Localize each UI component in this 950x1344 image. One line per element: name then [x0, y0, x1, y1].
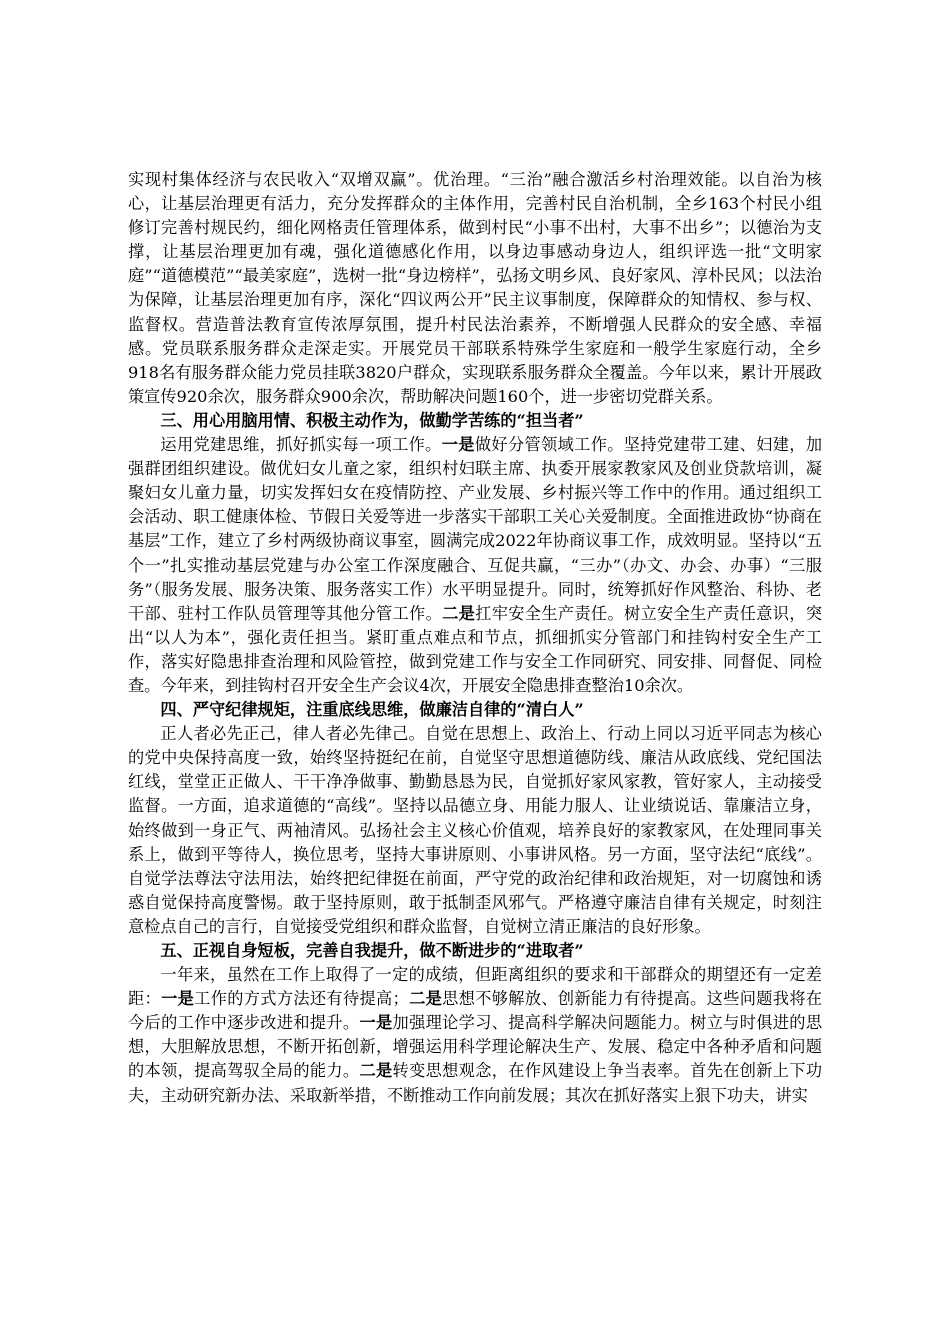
- section-heading-5: [128, 939, 822, 963]
- body-paragraph-2: [128, 433, 822, 698]
- text-run: 运用党建思维，抓好抓实每一项工作。: [160, 435, 442, 455]
- emphasis-run: 一是: [359, 1013, 393, 1033]
- emphasis-run: 二是: [442, 603, 476, 623]
- text-run: 一年来，虽然在工作上取得了一定的成绩，但距离组织的要求和干部群众的期望还有一定差距：: [128, 965, 822, 1009]
- text-run: 工作的方式方法还有待提高；: [194, 989, 409, 1009]
- text-run: 转变思想观念，在作风建设上争当表率。首先在创新上下功夫，主动研究新办法、采取新举措，不断推动工作向前发展；其次在抓好落实上狠下功夫，讲实: [128, 1061, 823, 1105]
- section-heading-3: [128, 409, 822, 433]
- body-paragraph-1: [128, 168, 822, 409]
- heading-text: 三、用心用脑用情、积极主动作为，做勤学苦练的“担当者”: [160, 410, 584, 430]
- text-run: 思想不够解放、创新能力有待提高。这些问题我将在今后的工作中逐步改进和提升。: [128, 989, 823, 1033]
- text-run: 做好分管领域工作。坚持党建带工建、妇建，加强群团组织建设。做优妇女儿童之家，组织村妇联主席、执委开展家教家风及创业贷款培训，凝聚妇女儿童力量，切实发挥妇女在疫情防控、产业发展、乡村振兴等工作中的作用。通过组织工会活动、职工健康体检、节假日关爱等进一步落实干部职工关心关爱制度。全面推进政协“协商在基层”工作，建立了乡村两级协商议事室，圆满完成2022年协商议事工作，成效明显。坚持以“五个一”扎实推动基层党建与办公室工作深度融合、互促共赢，“三办”（办文、办会、办事）“三服务”（服务发展、服务决策、服务落实工作）水平明显提升。同时，统筹抓好作风整治、科协、老干部、驻村工作队员管理等其他分管工作。: [128, 435, 823, 623]
- text-run: 扛牢安全生产责任。树立安全生产责任意识，突出“以人为本”，强化责任担当。紧盯重点难点和节点，抓细抓实分管部门和挂钩村安全生产工作，落实好隐患排查治理和风险管控，做到党建工作与安全工作同研究、同安排、同督促、同检查。今年来，到挂钩村召开安全生产会议4次，开展安全隐患排查整治10余次。: [128, 603, 823, 695]
- body-paragraph-4: [128, 963, 822, 1108]
- text-run: 实现村集体经济与农民收入“双增双赢”。优治理。“三治”融合激活乡村治理效能。以自治为核心，让基层治理更有活力，充分发挥群众的主体作用，完善村民自治机制，全乡163个村民小组修订完善村规民约，细化网格责任管理体系，做到村民“小事不出村，大事不出乡”；以德治为支撑，让基层治理更加有魂，强化道德感化作用，以身边事感动身边人，组织评选一批“文明家庭”“道德模范”“最美家庭”，选树一批“身边榜样”，弘扬文明乡风、良好家风、淳朴民风；以法治为保障，让基层治理更加有序，深化“四议两公开”民主议事制度，保障群众的知情权、参与权、监督权。营造普法教育宣传浓厚氛围，提升村民法治素养，不断增强人民群众的安全感、幸福感。党员联系服务群众走深走实。开展党员干部联系特殊学生家庭和一般学生家庭行动，全乡918名有服务群众能力党员挂联3820户群众，实现联系服务群众全覆盖。今年以来，累计开展政策宣传920余次，服务群众900余次，帮助解决问题160个，进一步密切党群关系。: [128, 170, 822, 406]
- emphasis-run: 一是: [161, 989, 195, 1009]
- text-run: 正人者必先正己，律人者必先律己。自觉在思想上、政治上、行动上同以习近平同志为核心的党中央保持高度一致，始终坚持挺纪在前，自觉坚守思想道德防线、廉洁从政底线、党纪国法红线，堂堂正正做人、干干净净做事、勤勤恳恳为民，自觉抓好家风家教，管好家人，主动接受监督。一方面，追求道德的“高线”。坚持以品德立身、用能力服人、让业绩说话、靠廉洁立身，始终做到一身正气、两袖清风。弘扬社会主义核心价值观，培养良好的家教家风，在处理同事关系上，做到平等待人，换位思考，坚持大事讲原则、小事讲风格。另一方面，坚守法纪“底线”。自觉学法尊法守法用法，始终把纪律挺在前面，严守党的政治纪律和政治规矩，对一切腐蚀和诱惑自觉保持高度警惕。敢于坚持原则，敢于抵制歪风邪气。严格遵守廉洁自律有关规定，时刻注意检点自己的言行，自觉接受党组织和群众监督，自觉树立清正廉洁的良好形象。: [128, 724, 822, 936]
- body-paragraph-3: [128, 722, 822, 939]
- emphasis-run: 二是: [359, 1061, 393, 1081]
- text-run: 加强理论学习、提高科学解决问题能力。树立与时俱进的思想，大胆解放思想，不断开拓创新，增强运用科学理论解决生产、发展、稳定中各种矛盾和问题的本领，提高驾驭全局的能力。: [128, 1013, 823, 1081]
- heading-text: 五、正视自身短板，完善自我提升，做不断进步的“进取者”: [160, 941, 584, 960]
- emphasis-run: 二是: [408, 989, 443, 1009]
- document-page: [128, 168, 822, 1108]
- heading-text: 四、严守纪律规矩，注重底线思维，做廉洁自律的“清白人”: [160, 700, 584, 720]
- emphasis-run: 一是: [441, 435, 475, 455]
- section-heading-4: [128, 698, 822, 722]
